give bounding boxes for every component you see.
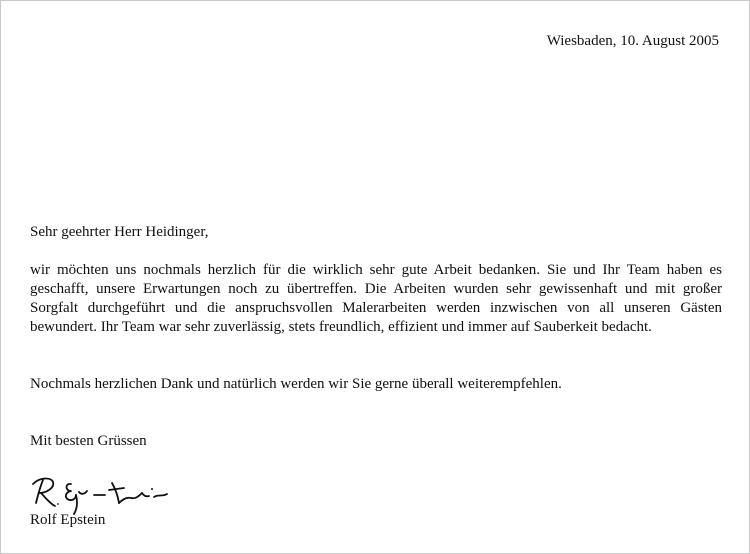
signer-name: Rolf Epstein [30, 512, 106, 528]
letter-thanks-paragraph: Nochmals herzlichen Dank und natürlich werden wir Sie gerne überall weiterempfehlen. [30, 376, 562, 392]
letter-closing: Mit besten Grüssen [30, 433, 147, 449]
letter-salutation: Sehr geehrter Herr Heidinger, [30, 224, 209, 240]
letter-date: Wiesbaden, 10. August 2005 [546, 33, 719, 49]
letter-body-paragraph: wir möchten uns nochmals herzlich für die wirklich sehr gute Arbeit bedanken. Sie und Ihr Team haben es geschafft, unsere Erwartungen noch zu übertreffen. Die Arbeiten wurden sehr gewissenhaft und mit großer Sorgfalt durchgeführt und die anspruchsvollen Malerarbeiten werden inzwischen von all unseren Gästen bewundert. Ihr Team war sehr zuverlässig, stets freundlich, effizient und immer auf Sauberkeit bedacht. [30, 262, 722, 335]
